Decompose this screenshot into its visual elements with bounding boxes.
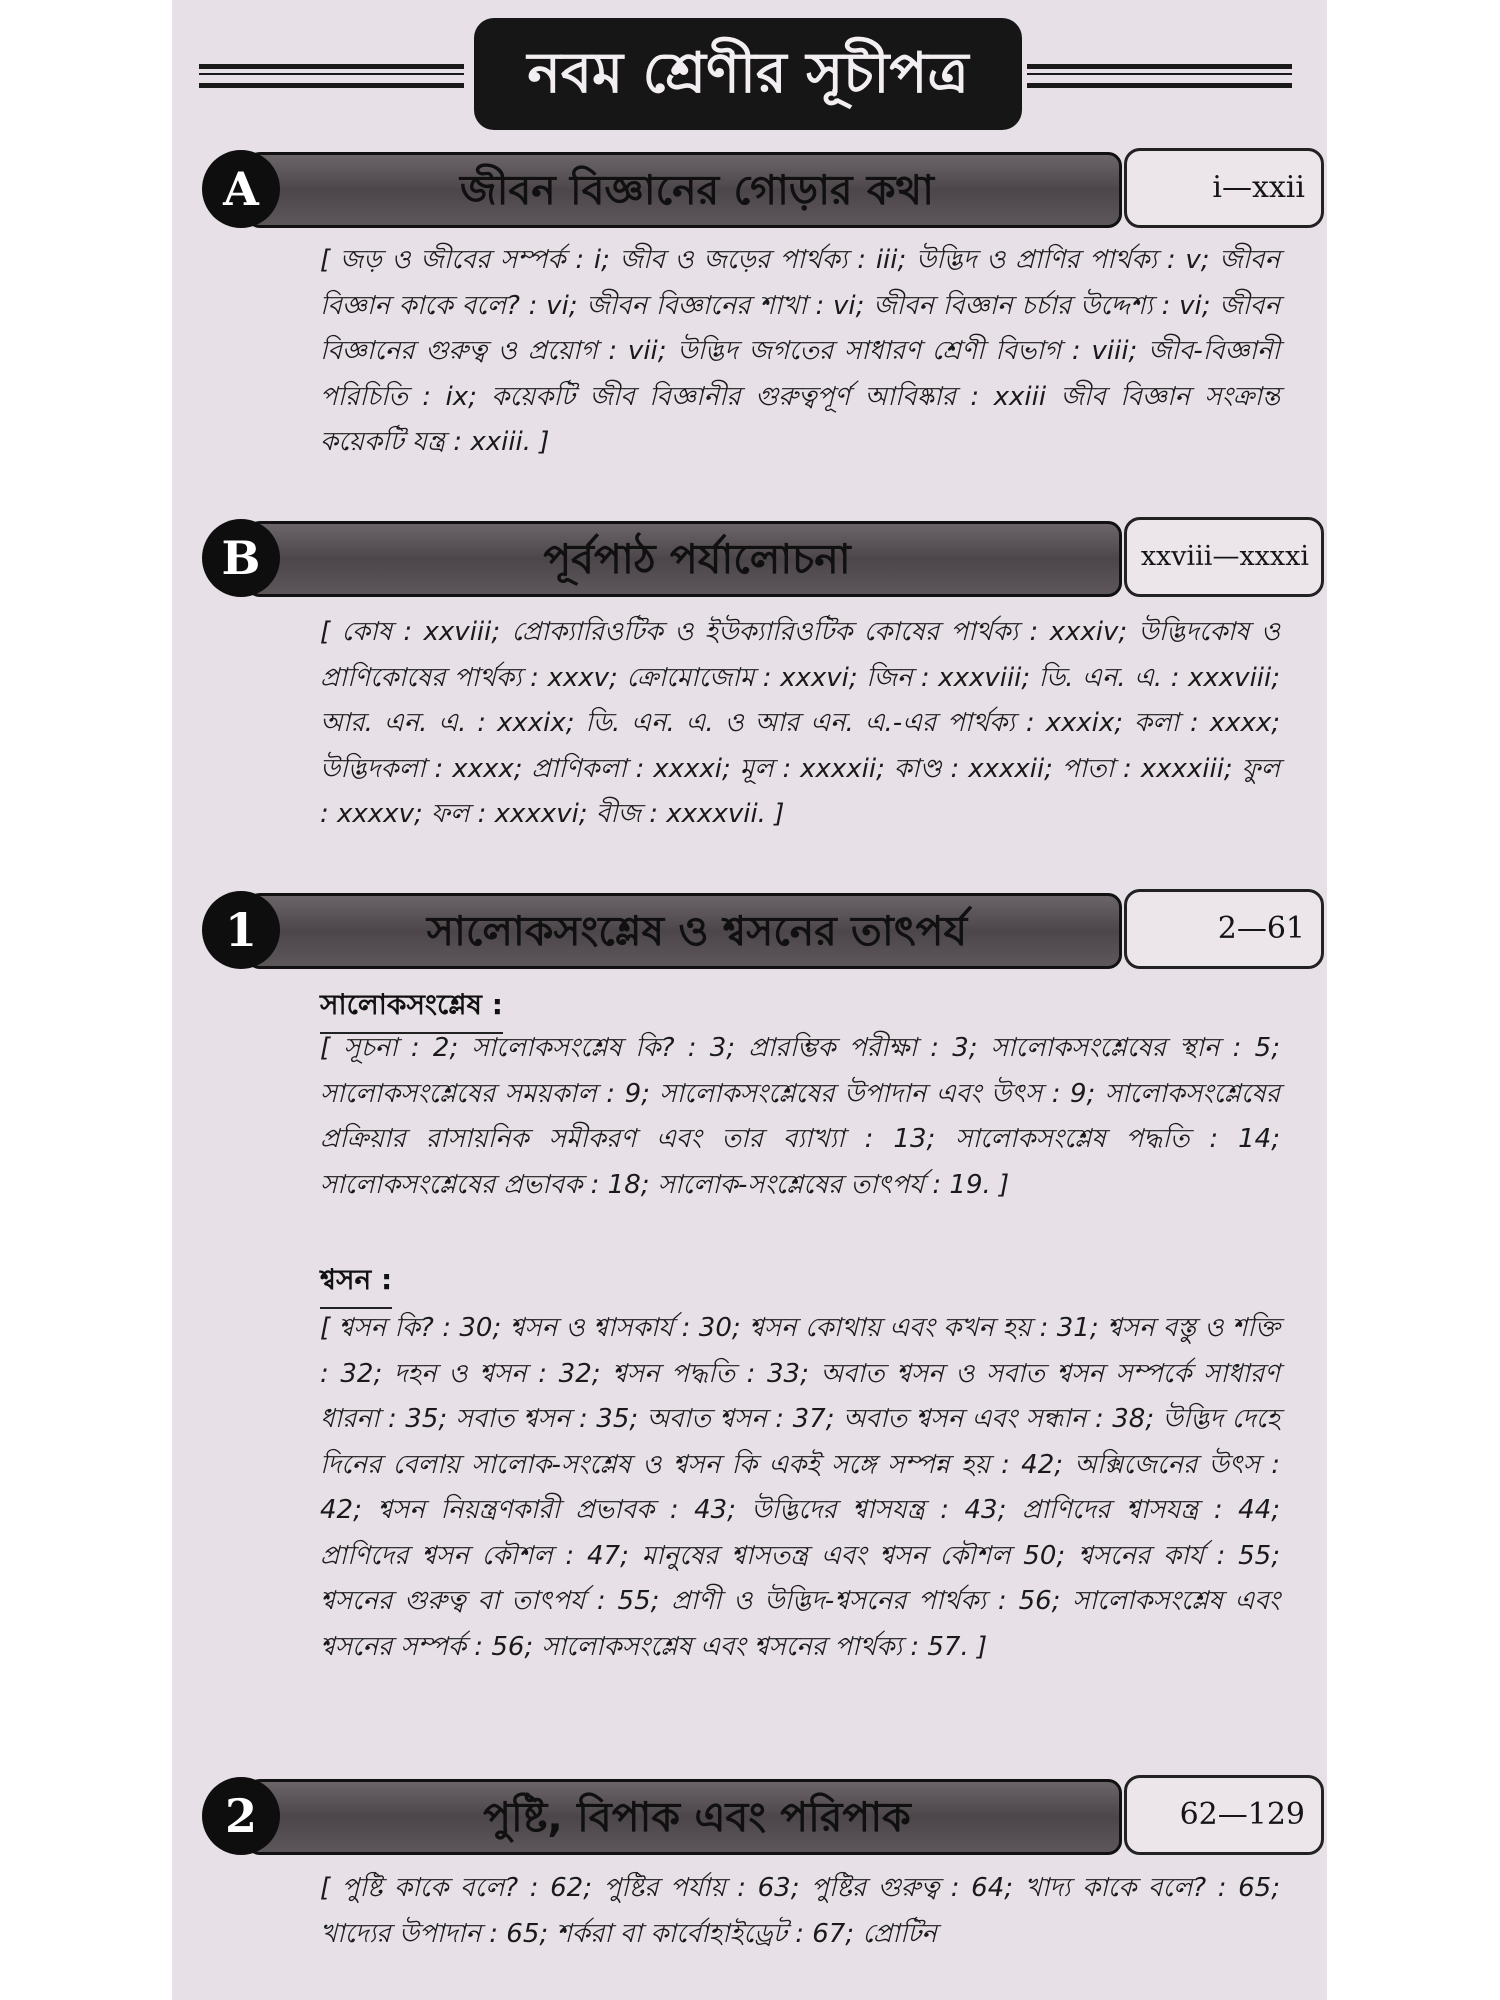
respiration-contents: [ শ্বসন কি? : 30; শ্বসন ও শ্বাসকার্য : 30; শ্বসন কোথায় এবং কখন হয় : 31; শ্বসন বস্তু ও শক্তি : 32; দহন ও শ্বসন : 32; শ্বসন পদ্ধতি : 33; অবাত শ্বসন ও সবাত শ্বসন সম্পর্কে সাধারণ ধারনা : 35; সবাত শ্বসন : 35; অবাত শ্বসন : 37; অবাত শ্বসন এবং সন্ধান : 38; উদ্ভিদ দেহে দিনের বেলায় সালোক-সংশ্লেষ ও শ্বসন কি একই সঙ্গে সম্পন্ন হয় : 42; অক্সিজেনের উৎস : 42; শ্বসন নিয়ন্ত্রণকারী প্রভাবক : 43; উদ্ভিদের শ্বাসযন্ত্র : 43; প্রাণিদের শ্বাসযন্ত্র : 44; প্রাণিদের শ্বসন কৌশল : 47; মানুষের শ্বাসতন্ত্র এবং শ্বসন কৌশল 50; শ্বসনের কার্য : 55; শ্বসনের গুরুত্ব বা তাৎপর্য : 55; প্রাণী ও উদ্ভিদ-শ্বসনের পার্থক্য : 56; সালোকসংশ্লেষ এবং শ্বসনের সম্পর্ক : 56; সালোকসংশ্লেষ এবং শ্বসনের পার্থক্য : 57. ] [320,1313,1280,1662]
section-b-contents: [ কোষ : xxviii; প্রোক্যারিওটিক ও ইউক্যারিওটিক কোষের পার্থক্য : xxxiv; উদ্ভিদকোষ ও প্রাণিকোষের পার্থক্য : xxxv; ক্রোমোজোম : xxxvi; জিন : xxxviii; ডি. এন. এ. : xxxviii; আর. এন. এ. : xxxix; ডি. এন. এ. ও আর এন. এ.-এর পার্থক্য : xxxix; কলা : xxxx; উদ্ভিদকলা : xxxx; প্রাণিকলা : xxxxi; মূল : xxxxii; কাণ্ড : xxxxii; পাতা : xxxxiii; ফুল : xxxxv; ফল : xxxxvi; বীজ : xxxxvii. ] [320,617,1280,829]
section-title: সালোকসংশ্লেষ ও শ্বসনের তাৎপর্য [426,907,968,955]
section-page-range: 2—61 [1124,889,1324,969]
title-rule-right [1027,64,1292,88]
section-a-contents: [ জড় ও জীবের সম্পর্ক : i; জীব ও জড়ের পার্থক্য : iii; উদ্ভিদ ও প্রাণির পার্থক্য : v; জীবন বিজ্ঞান কাকে বলে? : vi; জীবন বিজ্ঞানের শাখা : vi; জীবন বিজ্ঞান চর্চার উদ্দেশ্য : vi; জীবন বিজ্ঞানের গুরুত্ব ও প্রয়োগ : vii; উদ্ভিদ জগতের সাধারণ শ্রেণী বিভাগ : viii; জীব-বিজ্ঞানী পরিচিতি : ix; কয়েকটি জীব বিজ্ঞানীর গুরুত্বপূর্ণ আবিষ্কার : xxiii জীব বিজ্ঞান সংক্রান্ত কয়েকটি যন্ত্র : xxiii. ] [320,245,1280,457]
section-title: পূর্বপাঠ পর্যালোচনা [543,535,851,583]
section-title: জীবন বিজ্ঞানের গোড়ার কথা [460,166,934,214]
book-page [172,0,1327,2000]
subheading-photosynthesis: সালোকসংশ্লেষ : [320,983,503,1034]
section-badge: B [202,519,280,597]
section-page-range: i—xxii [1124,148,1324,228]
section-page-range: 62—129 [1124,1775,1324,1855]
chapter-2-contents: [ পুষ্টি কাকে বলে? : 62; পুষ্টির পর্যায় : 63; পুষ্টির গুরুত্ব : 64; খাদ্য কাকে বলে? : 65; খাদ্যের উপাদান : 65; শর্করা বা কার্বোহাইড্রেট : 67; প্রোটিন [320,1873,1280,1949]
chapter-1-header [202,889,1324,973]
section-a-header [202,148,1324,232]
section-page-range: xxviii—xxxxi [1124,517,1324,597]
section-badge: A [202,150,280,228]
section-badge: 2 [202,1777,280,1855]
section-badge: 1 [202,891,280,969]
title-rule-left [199,64,464,88]
chapter-2-header [202,1775,1324,1859]
section-title: পুষ্টি, বিপাক এবং পরিপাক [483,1793,911,1841]
section-b-header [202,517,1324,601]
photosynthesis-contents: [ সূচনা : 2; সালোকসংশ্লেষ কি? : 3; প্রারম্ভিক পরীক্ষা : 3; সালোকসংশ্লেষের স্থান : 5; সালোকসংশ্লেষের সময়কাল : 9; সালোকসংশ্লেষের উপাদান এবং উৎস : 9; সালোকসংশ্লেষের প্রক্রিয়ার রাসায়নিক সমীকরণ এবং তার ব্যাখ্যা : 13; সালোকসংশ্লেষ পদ্ধতি : 14; সালোকসংশ্লেষের প্রভাবক : 18; সালোক-সংশ্লেষের তাৎপর্য : 19. ] [320,1033,1280,1200]
page-title: নবম শ্রেণীর সূচীপত্র [474,18,1022,130]
subheading-respiration: শ্বসন : [320,1258,392,1309]
